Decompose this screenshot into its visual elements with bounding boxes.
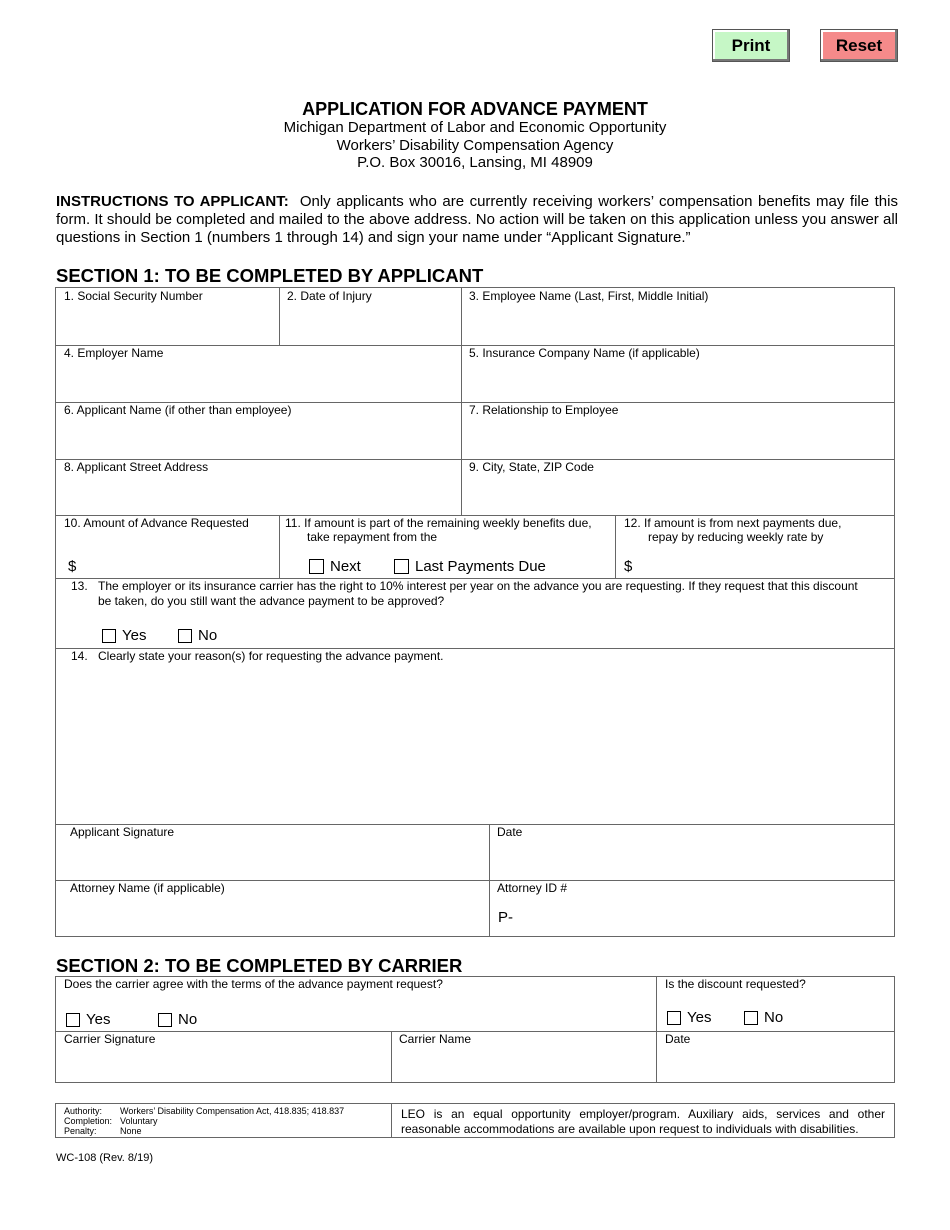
interest-discount-question bbox=[55, 578, 895, 649]
q14-number: 14. bbox=[71, 649, 88, 663]
relationship-label: 7. Relationship to Employee bbox=[469, 403, 619, 417]
discount-yes-option[interactable] bbox=[667, 1009, 711, 1026]
department-name: Michigan Department of Labor and Economic Opportunity bbox=[283, 119, 667, 136]
agency-address: P.O. Box 30016, Lansing, MI 48909 bbox=[357, 154, 593, 171]
q13-no-option[interactable] bbox=[178, 627, 217, 644]
carrier-agree-question bbox=[55, 976, 657, 1032]
discount-label: Is the discount requested? bbox=[665, 977, 806, 991]
applicant-name-field[interactable] bbox=[55, 402, 462, 460]
q13-yes-checkbox[interactable] bbox=[102, 629, 116, 643]
instructions bbox=[56, 193, 898, 247]
form-header bbox=[0, 99, 950, 172]
penalty-label: Penalty: bbox=[64, 1126, 97, 1136]
repayment-source-label-line1: 11. If amount is part of the remaining weekly benefits due, bbox=[285, 516, 592, 530]
dollar-sign: $ bbox=[624, 558, 633, 575]
completion-value: Voluntary bbox=[120, 1116, 158, 1126]
attorney-id-field[interactable] bbox=[489, 880, 895, 937]
signature-date-field[interactable] bbox=[489, 824, 895, 881]
section2-title: SECTION 2: TO BE COMPLETED BY CARRIER bbox=[56, 955, 463, 976]
carrier-agree-label: Does the carrier agree with the terms of the advance payment request? bbox=[64, 977, 443, 991]
attorney-name-label: Attorney Name (if applicable) bbox=[70, 881, 225, 895]
carrier-name-label: Carrier Name bbox=[399, 1032, 472, 1046]
carrier-name-field[interactable] bbox=[391, 1031, 657, 1083]
attorney-id-prefix: P- bbox=[498, 909, 513, 926]
advance-amount-field[interactable] bbox=[55, 515, 280, 579]
weekly-rate-label-line2: repay by reducing weekly rate by bbox=[648, 530, 824, 544]
discount-yes-label: Yes bbox=[687, 1009, 712, 1026]
completion-row bbox=[64, 1116, 158, 1127]
carrier-date-field[interactable] bbox=[656, 1031, 895, 1083]
authority-box bbox=[55, 1103, 392, 1138]
date-of-injury-label: 2. Date of Injury bbox=[287, 289, 372, 303]
eeo-statement: LEO is an equal opportunity employer/program. Auxiliary aids, services and other reasonable accommodations are available upon request to individuals with disabilities. bbox=[401, 1107, 885, 1136]
insurance-company-field[interactable] bbox=[461, 345, 895, 403]
attorney-name-field[interactable] bbox=[55, 880, 490, 937]
last-payments-option[interactable] bbox=[394, 558, 546, 575]
q13-yes-label: Yes bbox=[122, 627, 147, 644]
discount-no-option[interactable] bbox=[744, 1009, 783, 1026]
completion-label: Completion: bbox=[64, 1116, 113, 1126]
next-label: Next bbox=[330, 558, 361, 575]
carrier-agree-yes-label: Yes bbox=[86, 1011, 111, 1028]
discount-no-checkbox[interactable] bbox=[744, 1011, 758, 1025]
city-state-zip-field[interactable] bbox=[461, 459, 895, 516]
q13-yes-option[interactable] bbox=[102, 627, 146, 644]
carrier-signature-field[interactable] bbox=[55, 1031, 392, 1083]
carrier-agree-no-label: No bbox=[178, 1011, 198, 1028]
next-payments-option[interactable] bbox=[309, 558, 361, 575]
street-address-label: 8. Applicant Street Address bbox=[64, 460, 209, 474]
penalty-value: None bbox=[120, 1126, 142, 1136]
weekly-rate-field[interactable] bbox=[615, 515, 895, 579]
authority-label: Authority: bbox=[64, 1106, 103, 1116]
relationship-field[interactable] bbox=[461, 402, 895, 460]
last-payments-label: Last Payments Due bbox=[415, 558, 546, 575]
penalty-row bbox=[64, 1126, 142, 1137]
authority-row bbox=[64, 1106, 344, 1117]
carrier-agree-no-option[interactable] bbox=[158, 1011, 197, 1028]
discount-question bbox=[656, 976, 895, 1032]
instructions-label: INSTRUCTIONS TO APPLICANT: bbox=[56, 193, 289, 210]
applicant-signature-field[interactable] bbox=[55, 824, 490, 881]
discount-no-label: No bbox=[764, 1009, 784, 1026]
q13-text: The employer or its insurance carrier has the right to 10% interest per year on the advance you are requesting. If they request that this discount be taken, do you still want the advance payment to be approved? bbox=[98, 579, 858, 608]
carrier-agree-no-checkbox[interactable] bbox=[158, 1013, 172, 1027]
employer-name-label: 4. Employer Name bbox=[64, 346, 164, 360]
last-payments-checkbox[interactable] bbox=[394, 559, 409, 574]
carrier-agree-yes-checkbox[interactable] bbox=[66, 1013, 80, 1027]
street-address-field[interactable] bbox=[55, 459, 462, 516]
q14-text: Clearly state your reason(s) for requesting the advance payment. bbox=[98, 649, 444, 663]
ssn-field[interactable] bbox=[55, 287, 280, 346]
authority-value: Workers’ Disability Compensation Act, 418.835; 418.837 bbox=[120, 1106, 345, 1116]
reason-field[interactable] bbox=[55, 648, 895, 825]
q13-no-label: No bbox=[198, 627, 218, 644]
form-title: APPLICATION FOR ADVANCE PAYMENT bbox=[302, 99, 648, 119]
q13-number: 13. bbox=[71, 579, 88, 593]
applicant-signature-label: Applicant Signature bbox=[70, 825, 175, 839]
carrier-date-label: Date bbox=[665, 1032, 691, 1046]
instructions-text: Only applicants who are currently receiving workers’ compensation benefits may file this form. It should be completed and mailed to the above address. No action will be taken on this application unless you answer all questions in Section 1 (numbers 1 through 14) and sign your name under “Applicant Signature.” bbox=[56, 193, 898, 246]
carrier-signature-label: Carrier Signature bbox=[64, 1032, 156, 1046]
attorney-id-label: Attorney ID # bbox=[497, 881, 568, 895]
ssn-label: 1. Social Security Number bbox=[64, 289, 203, 303]
repayment-source-label-line2: take repayment from the bbox=[307, 530, 438, 544]
form-number: WC-108 (Rev. 8/19) bbox=[56, 1152, 153, 1164]
carrier-agree-yes-option[interactable] bbox=[66, 1011, 110, 1028]
section1-title: SECTION 1: TO BE COMPLETED BY APPLICANT bbox=[56, 265, 484, 286]
q13-no-checkbox[interactable] bbox=[178, 629, 192, 643]
agency-name: Workers’ Disability Compensation Agency bbox=[336, 136, 614, 154]
city-state-zip-label: 9. City, State, ZIP Code bbox=[469, 460, 594, 474]
employer-name-field[interactable] bbox=[55, 345, 462, 403]
weekly-rate-label-line1: 12. If amount is from next payments due, bbox=[624, 516, 842, 530]
employee-name-label: 3. Employee Name (Last, First, Middle Initial) bbox=[469, 289, 709, 303]
repayment-source-field bbox=[279, 515, 616, 579]
next-checkbox[interactable] bbox=[309, 559, 324, 574]
discount-yes-checkbox[interactable] bbox=[667, 1011, 681, 1025]
reset-button[interactable]: Reset bbox=[820, 29, 898, 62]
insurance-company-label: 5. Insurance Company Name (if applicable) bbox=[469, 346, 700, 360]
applicant-name-label: 6. Applicant Name (if other than employee) bbox=[64, 403, 292, 417]
signature-date-label: Date bbox=[497, 825, 523, 839]
eeo-statement-box bbox=[391, 1103, 895, 1138]
date-of-injury-field[interactable] bbox=[279, 287, 462, 346]
advance-amount-label: 10. Amount of Advance Requested bbox=[64, 516, 249, 530]
employee-name-field[interactable] bbox=[461, 287, 895, 346]
print-button[interactable]: Print bbox=[712, 29, 790, 62]
dollar-sign: $ bbox=[68, 558, 77, 575]
